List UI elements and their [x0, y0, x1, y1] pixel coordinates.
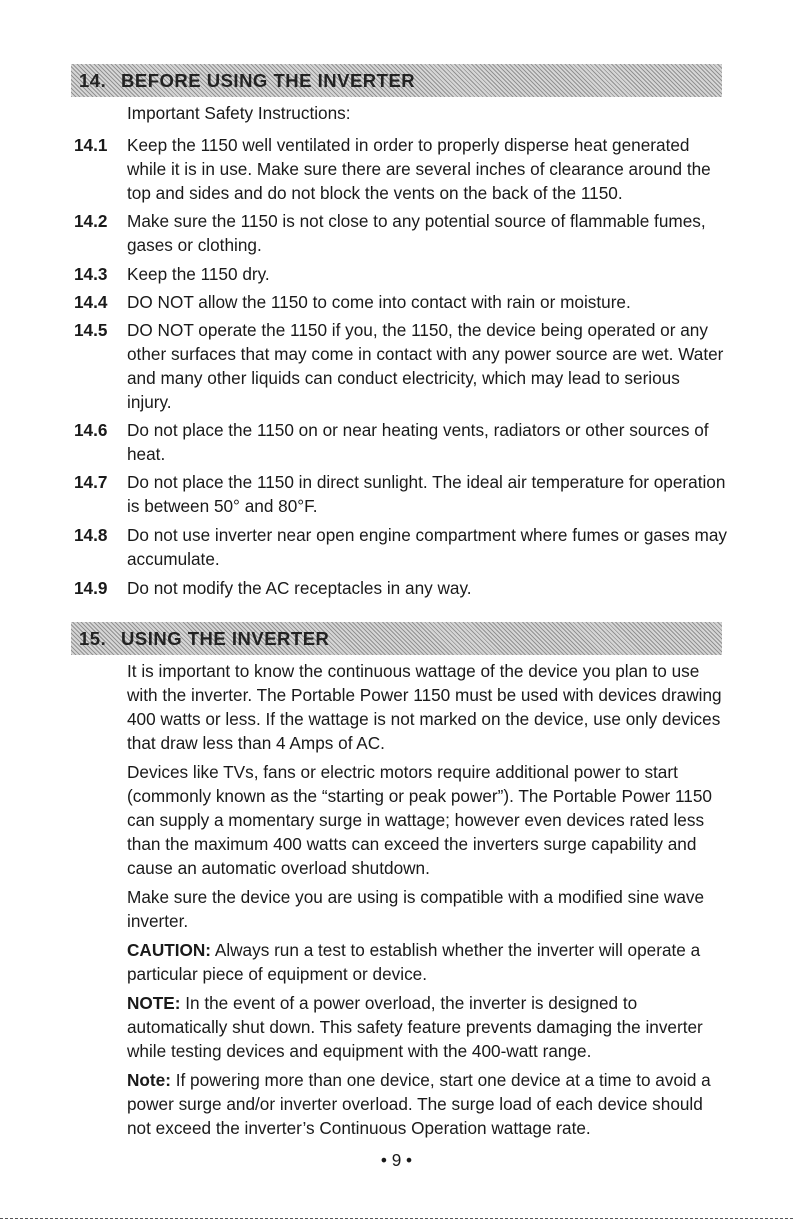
- item-text: Do not place the 1150 on or near heating vents, radiators or other sources of heat.: [127, 420, 709, 464]
- section-number: 14.: [79, 69, 107, 91]
- item-text: Keep the 1150 well ventilated in order to properly disperse heat generated while it is in use. Make sure there are several inches of clearance around the top and sides and do not block the vents on the back of the 1150.: [127, 135, 711, 203]
- note-label: Note:: [127, 1070, 171, 1090]
- item-text: Do not place the 1150 in direct sunlight. The ideal air temperature for operation is between 50° and 80°F.: [127, 472, 726, 516]
- item-number: 14.5: [74, 320, 108, 340]
- item-number: 14.1: [74, 135, 108, 155]
- note-paragraph: [127, 991, 727, 1063]
- caution-text: Always run a test to establish whether the inverter will operate a particular piece of equipment or device.: [127, 940, 701, 984]
- item-text: Keep the 1150 dry.: [127, 264, 270, 284]
- item-text: DO NOT allow the 1150 to come into contact with rain or moisture.: [127, 292, 631, 312]
- page-number: • 9 •: [380, 1150, 413, 1170]
- item-number: 14.8: [74, 525, 108, 545]
- item-text: Do not modify the AC receptacles in any way.: [127, 578, 472, 598]
- bottom-divider: [0, 1218, 793, 1219]
- caution-paragraph: [127, 938, 727, 986]
- item-number: 14.4: [74, 292, 108, 312]
- note-text: If powering more than one device, start one device at a time to avoid a power surge and/or inverter overload. The surge load of each device should not exceed the inverter’s Continuous Operation wattage rate.: [127, 1070, 711, 1138]
- section-title: USING THE INVERTER: [121, 627, 330, 649]
- section-header-14: [71, 64, 722, 97]
- safety-intro: Important Safety Instructions:: [127, 103, 351, 123]
- section-header-15: [71, 622, 722, 655]
- paragraph: It is important to know the continuous wattage of the device you plan to use with the inverter. The Portable Power 1150 must be used with devices drawing 400 watts or less. If the wattage is not marked on the device, use only devices that draw less than 4 Amps of AC.: [127, 661, 722, 753]
- paragraph: Devices like TVs, fans or electric motors require additional power to start (commonly known as the “starting or peak power”). The Portable Power 1150 can supply a momentary surge in wattage; however even devices rated less than the maximum 400 watts can exceed the inverters surge capability and cause an automatic overload shutdown.: [127, 762, 712, 878]
- section-title: BEFORE USING THE INVERTER: [121, 69, 416, 91]
- section-number: 15.: [79, 627, 107, 649]
- note-paragraph: [127, 1068, 727, 1140]
- caution-label: CAUTION:: [127, 940, 212, 960]
- item-number: 14.6: [74, 420, 108, 440]
- item-number: 14.2: [74, 211, 108, 231]
- note-label: NOTE:: [127, 993, 181, 1013]
- item-number: 14.3: [74, 264, 108, 284]
- item-text: Make sure the 1150 is not close to any potential source of flammable fumes, gases or clothing.: [127, 211, 706, 255]
- note-text: In the event of a power overload, the inverter is designed to automatically shut down. This safety feature prevents damaging the inverter while testing devices and equipment with the 400-watt range.: [127, 993, 703, 1061]
- item-text: Do not use inverter near open engine compartment where fumes or gases may accumulate.: [127, 525, 727, 569]
- item-number: 14.7: [74, 472, 108, 492]
- item-number: 14.9: [74, 578, 108, 598]
- paragraph: Make sure the device you are using is compatible with a modified sine wave inverter.: [127, 887, 705, 931]
- item-text: DO NOT operate the 1150 if you, the 1150, the device being operated or any other surfaces that may come in contact with any power source are wet. Water and many other liquids can conduct electricity, which may lead to serious injury.: [127, 320, 724, 412]
